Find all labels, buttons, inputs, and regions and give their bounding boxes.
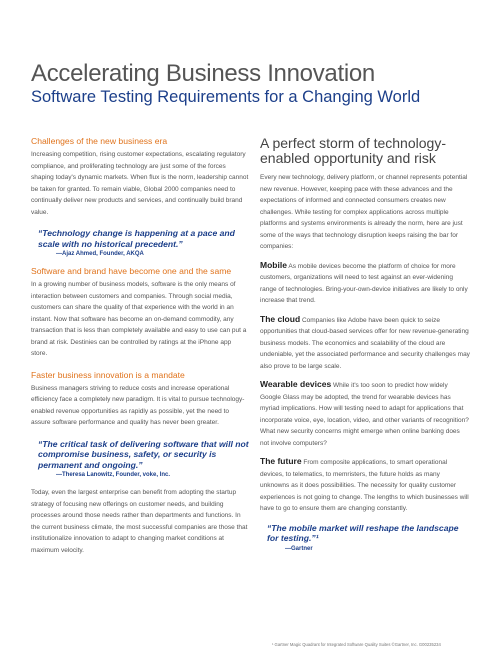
item-wearable xyxy=(260,379,470,449)
pull-quote-voke: “The critical task of delivering software that will not compromise business, safety, or security is permanent and ongoing.” xyxy=(38,438,249,470)
pull-quote-akqa: “Technology change is happening at a pace and scale with no historical precedent.” xyxy=(38,228,235,249)
right-intro: Every new technology, delivery platform, or channel represents potential new revenue. However, keeping pace with these advances and the expectations of informed and connected consumers creates new challenges. While testing for complex applications across multiple platforms and systems environments is already the norm, here are just some of the ways that technology disruption keeps raising the bar for companies: xyxy=(260,174,468,250)
item-cloud xyxy=(260,314,470,373)
footnote: ¹ Gartner Magic Quadrant for Integrated Software Quality Suites ©Gartner, Inc. G00235234 xyxy=(272,642,441,647)
item-mobile xyxy=(260,260,470,307)
page-title: Accelerating Business Innovation xyxy=(31,60,375,87)
left-column xyxy=(31,136,249,566)
quote-attribution-gartner: —Gartner xyxy=(285,545,313,552)
right-heading: A perfect storm of technology-enabled opportunity and risk xyxy=(260,135,446,166)
item-lead-mobile: Mobile xyxy=(260,259,287,270)
item-lead-cloud: The cloud xyxy=(260,313,301,324)
right-column xyxy=(260,136,470,561)
item-lead-wearable: Wearable devices xyxy=(260,379,332,389)
quote-attribution-akqa: —Ajaz Ahmed, Founder, AKQA xyxy=(56,251,144,257)
quote-attribution-voke: —Theresa Lanowitz, Founder, voke, Inc. xyxy=(56,472,171,478)
page-subtitle: Software Testing Requirements for a Changing World xyxy=(31,88,421,106)
item-text-wearable: While it's too soon to predict how widely Google Glass may be adopted, the trend for wearable devices has myriad implications. How will testing need to adapt for applications that incorporate voice, eye, location, video, and other variants of recognition? What new security concerns might emerge when online banking does not involve computers? xyxy=(260,382,469,447)
section-heading-challenges: Challenges of the new business era xyxy=(31,136,168,146)
section-heading-software-brand: Software and brand have become one and the same xyxy=(31,266,232,276)
item-future xyxy=(260,456,470,515)
section-body-innovation: Business managers striving to reduce costs and increase operational efficiency face a completely new paradigm. It is vital to pursue technology-enabled revenue opportunities as rapidly as possible, yet the need to assure software performance and quality has never been greater. xyxy=(31,384,245,426)
item-lead-future: The future xyxy=(260,456,302,466)
item-text-mobile: As mobile devices become the platform of choice for more customers, organizations will need to test against an ever-widening range of technologies. Bring-your-own-device initiatives are likely to only increase that trend. xyxy=(260,262,468,304)
section-body-software-brand: In a growing number of business models, software is the only means of interaction between customers and companies. Through social media, customers can share the quality of that experience with the world in an instant. Now that software has become an on-demand commodity, any transaction that is less than completely available and easy to use can put a brand at risk. Destinies can be controlled by ratings at the iPhone app store. xyxy=(31,281,247,357)
section-heading-innovation: Faster business innovation is a mandate xyxy=(31,369,185,380)
item-text-cloud: Companies like Adobe have been quick to seize opportunities that cloud-based services offer for new revenue-generating business models. The economics and scalability of the cloud are undeniable, yet the associated performance and security challenges may also prove to be large scale. xyxy=(260,316,470,370)
closing-paragraph: Today, even the largest enterprise can benefit from adopting the startup strategy of focusing new offerings on customer needs, and building processes around those needs rather than departments and functions. In the current business climate, the most successful companies are those that institutionalize innovation to adapt to changing market conditions at maximum velocity. xyxy=(31,489,248,554)
pull-quote-gartner: “The mobile market will reshape the landscape for testing.”¹ xyxy=(267,522,459,543)
section-body-challenges: Increasing competition, rising customer expectations, escalating regulatory compliance, and proliferating technology are just some of the forces shaping today's dynamic markets. When flux is the norm, leadership cannot be taken for granted. To remain viable, Global 2000 companies need to continually deliver new products and services, and continually build brand value. xyxy=(31,151,249,216)
item-text-future: From composite applications, to smart operational devices, to telematics, to memristers, the future holds as many unknowns as it does possibilities. The necessity for quality customer experiences is not going to change. The lengths to which businesses will have to go to ensure them are changing constantly. xyxy=(260,459,469,512)
